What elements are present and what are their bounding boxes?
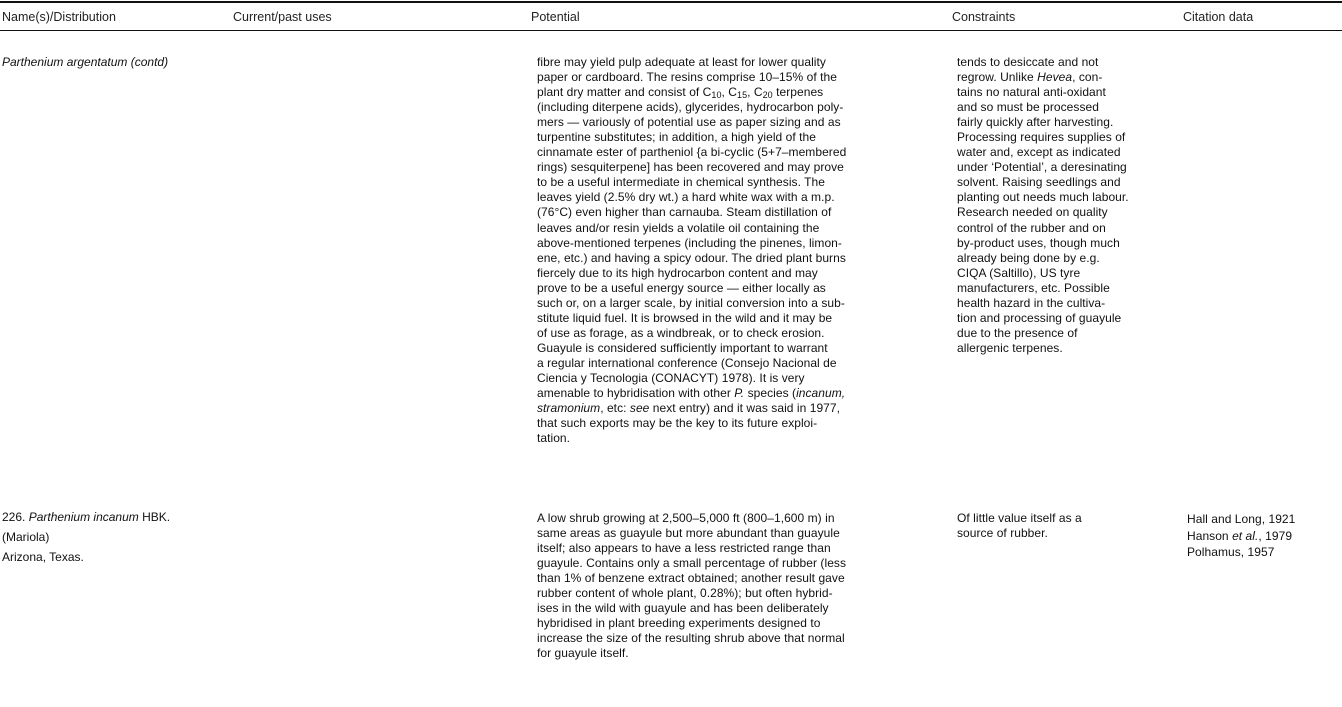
text-line: itself; also appears to have a less restricted range than [537,541,831,556]
text-line: and so must be processed [957,100,1099,115]
top-rule [0,1,1342,3]
text-line: due to the presence of [957,325,1078,340]
entry-number: 226. [2,510,26,524]
header-current-uses: Current/past uses [233,10,332,24]
text-line: leaves and/or resin yields a volatile oil containing the [537,220,820,235]
common-name: (Mariola) [2,530,50,544]
citations [1187,511,1295,559]
text-line: leaves yield (2.5% dry wt.) a hard white wax with a m.p. [537,190,835,205]
text-line: Processing requires supplies of [957,130,1126,145]
text-line: Research needed on quality [957,205,1108,220]
distribution: Arizona, Texas. [2,550,84,564]
text-line: tation. [537,431,571,446]
authority: HBK. [142,510,171,524]
header-constraints: Constraints [952,10,1016,24]
text-line: manufacturers, etc. Possible [957,280,1110,295]
text-line: (76°C) even higher than carnauba. Steam distillation of [537,205,832,220]
species-name: Parthenium incanum [28,510,139,524]
constraints-text [957,511,1082,541]
text-line: regrow. Unlike Hevea, con- [957,70,1103,85]
header-potential: Potential [531,10,580,24]
text-line: turpentine substitutes; in addition, a high yield of the [537,130,816,145]
text-line: same areas as guayule but more abundant than guayule [537,526,840,541]
text-line: of use as forage, as a windbreak, or to check erosion. [537,325,825,340]
text-line: A low shrub growing at 2,500–5,000 ft (800–1,600 m) in [537,511,835,525]
text-line: fiercely due to its high hydrocarbon content and may [537,265,818,280]
text-line: increase the size of the resulting shrub above that normal [537,631,845,646]
text-line: such or, on a larger scale, by initial conversion into a sub- [537,295,845,310]
text-line: (including diterpene acids), glycerides, hydrocarbon poly- [537,100,844,115]
text-line: tends to desiccate and not [957,55,1099,69]
text-line: Guayule is considered sufficiently important to warrant [537,340,828,355]
text-line: tains no natural anti-oxidant [957,85,1106,100]
citation-item: Hall and Long, 1921 [1187,512,1296,526]
header-rule [0,30,1342,31]
text-line: cinnamate ester of partheniol {a bi-cyclic (5+7–membered [537,145,847,160]
text-line: to be a useful intermediate in chemical synthesis. The [537,175,825,190]
text-line: that such exports may be the key to its future exploi- [537,416,818,431]
text-line: fairly quickly after harvesting. [957,115,1114,130]
text-line: a regular international conference (Consejo Nacional de [537,355,837,370]
text-line: health hazard in the cultiva- [957,295,1106,310]
text-line: for guayule itself. [537,646,629,661]
text-line: water and, except as indicated [957,145,1121,160]
text-line: stitute liquid fuel. It is browsed in the wild and it may be [537,310,833,325]
text-line: above-mentioned terpenes (including the pinenes, limon- [537,235,842,250]
text-line: ene, etc.) and having a spicy odour. The dried plant burns [537,250,846,265]
entry-name [2,55,168,69]
text-line: allergenic terpenes. [957,340,1063,355]
text-line: already being done by e.g. [957,250,1100,265]
text-line: planting out needs much labour. [957,190,1129,205]
text-line: under ‘Potential’, a deresinating [957,160,1127,175]
entry-name [2,510,170,524]
potential-text [537,511,846,661]
text-line: CIQA (Saltillo), US tyre [957,265,1081,280]
text-line: plant dry matter and consist of $C_{10}$, $C_{15}$, $C_{20}$ terpenes [537,85,824,101]
species-name: Parthenium argentatum [2,55,128,69]
text-line: Ciencia y Tecnologia (CONACYT) 1978). It is very [537,370,805,385]
text-line: guayule. Contains only a small percentage of rubber (less [537,556,847,571]
citation-item: Hanson et al., 1979 [1187,528,1293,543]
text-line: hybridised in plant breeding experiments designed to [537,616,821,631]
header-citation-data: Citation data [1183,10,1254,24]
constraints-text [957,55,1129,356]
text-line: solvent. Raising seedlings and [957,175,1121,190]
continued-note: (contd) [130,55,169,69]
text-line: ises in the wild with guayule and has been deliberately [537,601,829,616]
text-line: stramonium, etc: see next entry) and it was said in 1977, [537,401,841,416]
citation-item: Polhamus, 1957 [1187,545,1275,560]
text-line: fibre may yield pulp adequate at least for lower quality [537,55,826,69]
text-line: prove to be a useful energy source — either locally as [537,280,826,295]
text-line: rings) sesquiterpene] has been recovered and may prove [537,160,844,175]
text-line: paper or cardboard. The resins comprise 10–15% of the [537,70,837,85]
header-name-distribution: Name(s)/Distribution [2,10,116,24]
text-line: mers — variously of potential use as paper sizing and as [537,115,841,130]
potential-text [537,55,846,446]
text-line: control of the rubber and on [957,220,1106,235]
text-line: by-product uses, though much [957,235,1120,250]
text-line: source of rubber. [957,526,1048,541]
text-line: rubber content of whole plant, 0.28%); but often hybrid- [537,586,833,601]
text-line: amenable to hybridisation with other P. species (incanum, [537,386,846,401]
text-line: Of little value itself as a [957,511,1082,525]
text-line: tion and processing of guayule [957,310,1122,325]
text-line: than 1% of benzene extract obtained; another result gave [537,571,845,586]
